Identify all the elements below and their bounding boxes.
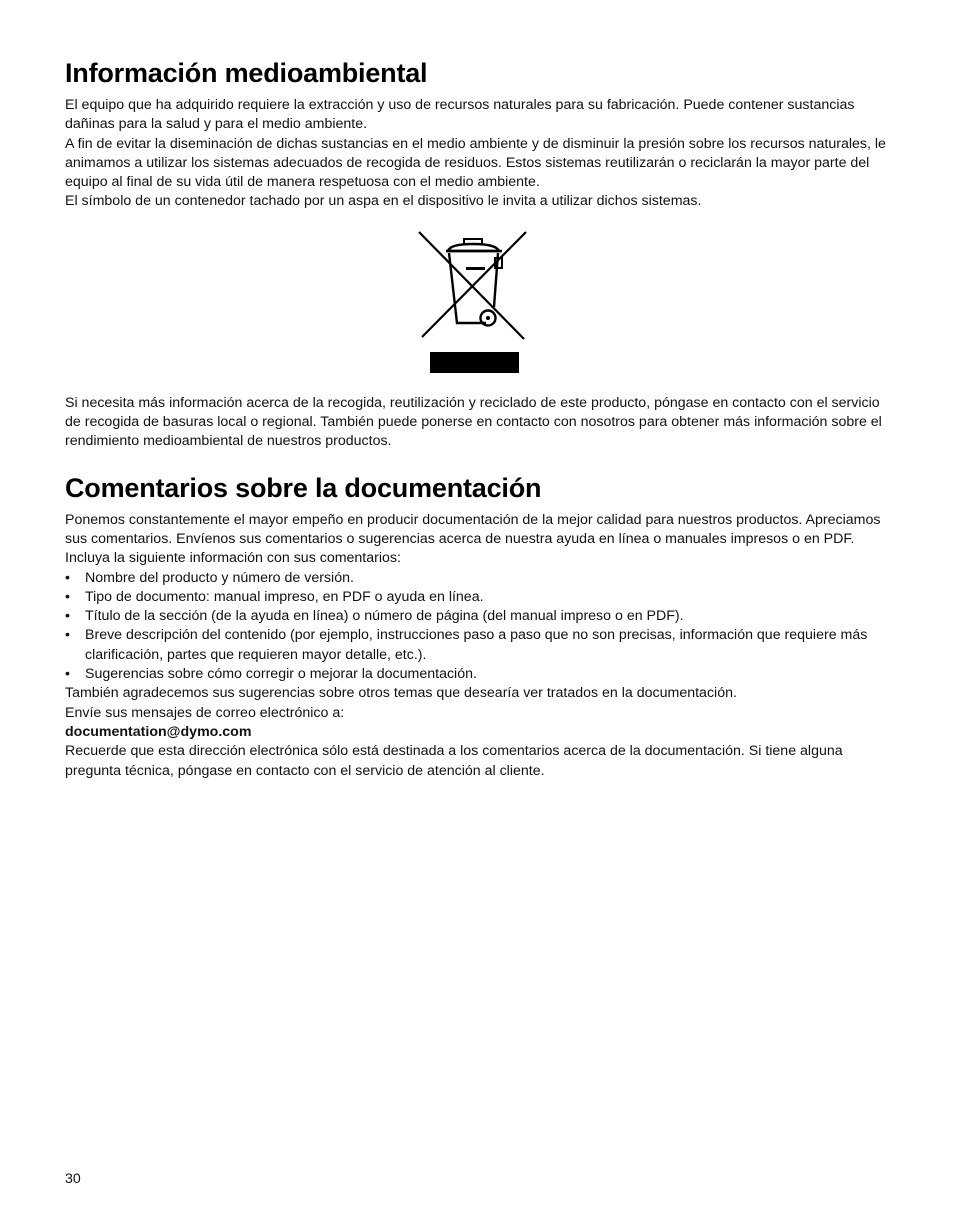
documentation-feedback-section [65,471,890,781]
weee-symbol-figure [65,229,890,379]
bullet-icon: • [65,608,70,625]
list-item-text: Nombre del producto y número de versión. [85,569,354,586]
list-item-text: Breve descripción del contenido (por ejemplo, instrucciones paso a paso que no son precisas, información que requiere más clarificación, partes que requieren mayor detalle, etc.). [85,627,868,663]
section-title-feedback: Comentarios sobre la documentación [65,472,542,503]
paragraph: A fin de evitar la diseminación de dichas sustancias en el medio ambiente y de disminuir la presión sobre los recursos naturales, le animamos a utilizar los sistemas adecuados de recogida de residuos. Estos sistemas reutilizarán o reciclarán la mayor parte del equipo al final de su vida útil de manera respetuosa con el medio ambiente. [65,135,886,191]
paragraph: El equipo que ha adquirido requiere la extracción y uso de recursos naturales para su fabricación. Puede contener sustancias dañinas para la salud y para el medio ambiente. [65,97,855,133]
paragraph: Envíe sus mensajes de correo electrónico a: [65,704,345,721]
list-item [65,607,890,626]
list-item [65,626,890,665]
bullet-icon: • [65,666,70,683]
symbol-underline-bar [430,352,519,373]
page-number: 30 [65,1171,81,1187]
email-address[interactable]: documentation@dymo.com [65,723,252,740]
paragraph: Incluya la siguiente información con sus comentarios: [65,550,401,567]
list-item [65,569,890,588]
list-item [65,665,890,684]
paragraph: El símbolo de un contenedor tachado por un aspa en el dispositivo le invita a utilizar dichos sistemas. [65,193,702,210]
crossed-out-wheelie-bin-icon [416,229,532,341]
bullet-icon: • [65,588,70,605]
paragraph: Ponemos constantemente el mayor empeño en producir documentación de la mejor calidad para nuestros productos. Apreciamos sus comentarios. Envíenos sus comentarios o sugerencias acerca de nuestra ayuda en línea o manuales impresos o en PDF. [65,511,881,547]
bullet-icon: • [65,569,70,586]
list-item-text: Sugerencias sobre cómo corregir o mejorar la documentación. [85,666,477,683]
list-item-text: Tipo de documento: manual impreso, en PDF o ayuda en línea. [85,588,484,605]
page-content [65,56,890,781]
paragraph: Si necesita más información acerca de la recogida, reutilización y reciclado de este producto, póngase en contacto con el servicio de recogida de basuras local o regional. También puede ponerse en contacto con nosotros para obtener más información sobre el rendimiento medioambiental de nuestros productos. [65,394,882,450]
paragraph: Recuerde que esta dirección electrónica sólo está destinada a los comentarios acerca de la documentación. Si tiene alguna pregunta técnica, póngase en contacto con el servicio de atención al cliente. [65,743,843,779]
bullet-icon: • [65,627,70,644]
feedback-info-list [65,569,890,685]
list-item-text: Título de la sección (de la ayuda en línea) o número de página (del manual impreso o en PDF). [85,608,684,625]
paragraph: También agradecemos sus sugerencias sobre otros temas que desearía ver tratados en la documentación. [65,685,737,702]
section-title-environmental: Información medioambiental [65,58,428,88]
list-item [65,588,890,607]
